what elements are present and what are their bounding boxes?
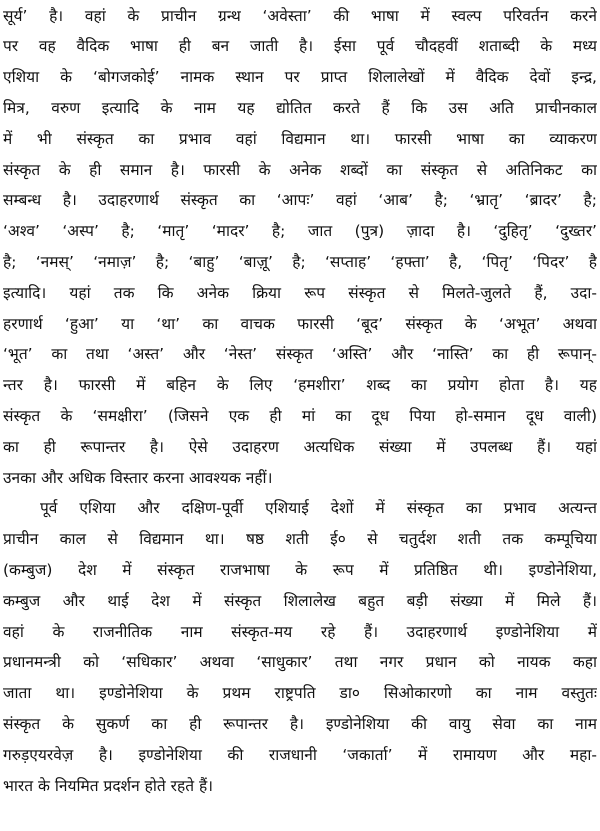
paragraph-line: संस्कृत के ‘समक्षीरा’ (जिसने एक ही मां का दूध पिया हो-समान दूध वाली) bbox=[3, 407, 597, 425]
paragraph-line: ‘अश्व’ ‘अस्प’ है; ‘मातृ’ ‘मादर’ है; जात (पुत्र) ज़ादा है। ‘दुहितृ’ ‘दुख्तर’ bbox=[3, 222, 597, 240]
paragraph-line: का ही रूपान्तर है। ऐसे उदाहरण अत्यधिक संख्या में उपलब्ध हैं। यहां bbox=[3, 438, 597, 456]
paragraph-line: इत्यादि। यहां तक कि अनेक क्रिया रूप संस्कृत से मिलते-जुलते हैं, उदा- bbox=[3, 284, 597, 302]
paragraph-line: संस्कृत के ही समान है। फारसी के अनेक शब्दों का संस्कृत से अतिनिकट का bbox=[3, 161, 597, 179]
paragraph-line: ‘भूत’ का तथा ‘अस्त’ और ‘नेस्त’ संस्कृत ‘अस्ति’ और ‘नास्ति’ का ही रूपान्- bbox=[3, 345, 597, 363]
paragraph-line: कम्बुज और थाई देश में संस्कृत शिलालेख बहुत बड़ी संख्या में मिले हैं। bbox=[3, 592, 597, 610]
paragraph-line: प्राचीन काल से विद्यमान था। षष्ठ शती ई० से चतुर्दश शती तक कम्पूचिया bbox=[3, 530, 597, 548]
paragraph-line: पर वह वैदिक भाषा ही बन जाती है। ईसा पूर्व चौदहवीं शताब्दी के मध्य bbox=[3, 37, 597, 55]
paragraph-line: गरुड़एयरवेज़ है। इण्डोनेशिया की राजधानी ‘जकार्ता’ में रामायण और महा- bbox=[3, 746, 597, 764]
paragraph-line: है; ‘नमस्’ ‘नमाज़’ है; ‘बाहु’ ‘बाज़ू’ है; ‘सप्ताह’ ‘हफ्ता’ है, ‘पितृ’ ‘पिदर’ है bbox=[3, 253, 597, 271]
paragraph-line: सूर्य’ है। वहां के प्राचीन ग्रन्थ ‘अवेस्ता’ की भाषा में स्वल्प परिवर्तन करने bbox=[3, 7, 597, 25]
paragraph-line: हरणार्थ ‘हुआ’ या ‘था’ का वाचक फारसी ‘बूद’ संस्कृत के ‘अभूत’ अथवा bbox=[3, 315, 597, 333]
paragraph-line: सम्बन्ध है। उदाहरणार्थ संस्कृत का ‘आपः’ वहां ‘आब’ है; ‘भ्रातृ’ ‘ब्रादर’ है; bbox=[3, 191, 597, 209]
paragraph-line: वहां के राजनीतिक नाम संस्कृत-मय रहे हैं। उदाहरणार्थ इण्डोनेशिया में bbox=[3, 623, 597, 641]
paragraph-line: संस्कृत के सुकर्ण का ही रूपान्तर है। इण्डोनेशिया की वायु सेवा का नाम bbox=[3, 715, 597, 733]
paragraph-line: पूर्व एशिया और दक्षिण-पूर्वी एशियाई देशों में संस्कृत का प्रभाव अत्यन्त bbox=[40, 499, 597, 517]
paragraph-line: प्रधानमन्त्री को ‘सधिकार’ अथवा ‘साधुकार’ तथा नगर प्रधान को नायक कहा bbox=[3, 653, 597, 671]
paragraph-line: में भी संस्कृत का प्रभाव वहां विद्यमान था। फारसी भाषा का व्याकरण bbox=[3, 130, 597, 148]
paragraph-line: न्तर है। फारसी में बहिन के लिए ‘हमशीरा’ शब्द का प्रयोग होता है। यह bbox=[3, 376, 597, 394]
paragraph-line: (कम्बुज) देश में संस्कृत राजभाषा के रूप में प्रतिष्ठित थी। इण्डोनेशिया, bbox=[3, 561, 597, 579]
paragraph-line: जाता था। इण्डोनेशिया के प्रथम राष्ट्रपति डा० सिओकारणो का नाम वस्तुतः bbox=[3, 684, 597, 702]
paragraph-line: भारत के नियमित प्रदर्शन होते रहते हैं। bbox=[3, 777, 214, 795]
paragraph-line: एशिया के ‘बोगजकोई’ नामक स्थान पर प्राप्त शिलालेखों में वैदिक देवों इन्द्र, bbox=[3, 68, 597, 86]
paragraph-line: मित्र, वरुण इत्यादि के नाम यह द्योतित करते हैं कि उस अति प्राचीनकाल bbox=[3, 99, 597, 117]
paragraph-line: उनका और अधिक विस्तार करना आवश्यक नहीं। bbox=[3, 469, 273, 487]
